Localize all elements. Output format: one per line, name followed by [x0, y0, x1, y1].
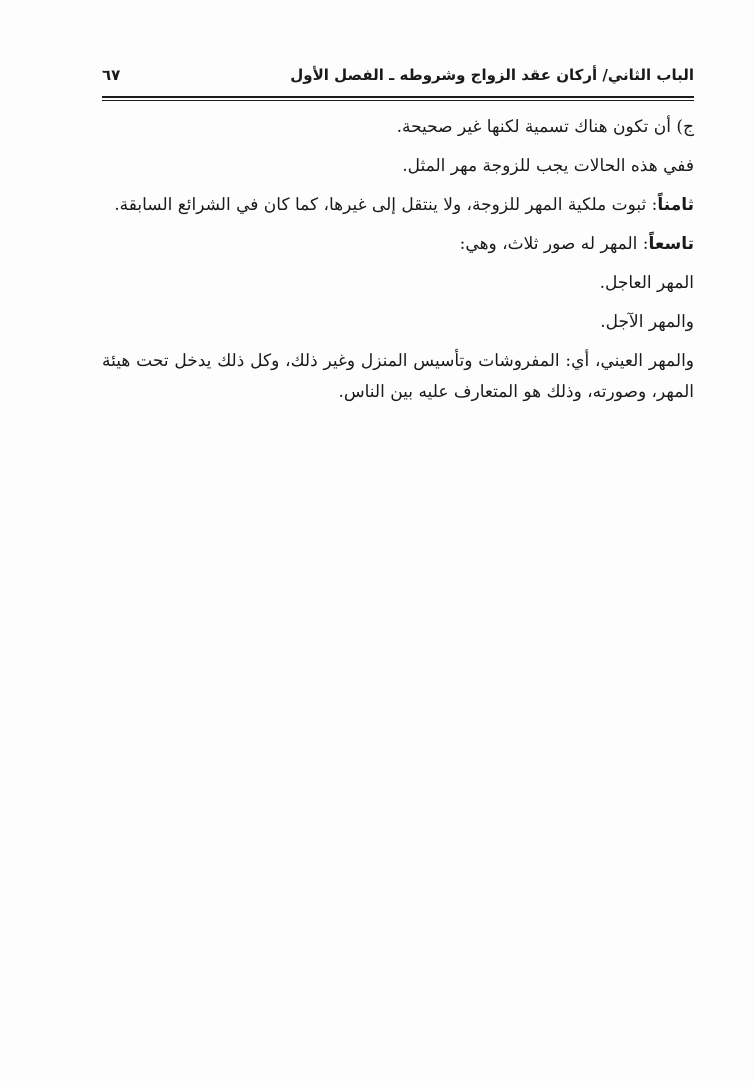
paragraph-lead: تاسعاً — [648, 234, 694, 254]
paragraph-prompt-mahr: المهر العاجل. — [599, 273, 694, 293]
paragraph-eighth — [102, 190, 694, 221]
paragraph-item-c: ج) أن تكون هناك تسمية لكنها غير صحيحة. — [396, 117, 694, 137]
paragraph-mahr-al-mithl: ففي هذه الحالات يجب للزوجة مهر المثل. — [402, 156, 694, 176]
header-rule-thick — [102, 96, 694, 98]
paragraph-ninth — [102, 229, 694, 260]
paragraph-in-kind-mahr: والمهر العيني، أي: المفروشات وتأسيس المنزل وغير ذلك، وكل ذلك يدخل تحت هيئة المهر، وصورته، وذلك هو المتعارف عليه بين الناس. — [102, 351, 694, 402]
paragraph-body: : المهر له صور ثلاث، وهي: — [459, 234, 649, 254]
paragraph-lead: ثامناً — [657, 195, 694, 215]
paragraph-body: : ثبوت ملكية المهر للزوجة، ولا ينتقل إلى غيرها، كما كان في الشرائع السابقة. — [114, 195, 658, 215]
body-text — [102, 112, 694, 408]
header-title: الباب الثاني/ أركان عقد الزواج وشروطه ـ الفصل الأول — [290, 66, 694, 84]
running-header — [102, 60, 694, 94]
header-rule-thin — [102, 100, 694, 101]
page-number: ٦٧ — [102, 66, 121, 84]
paragraph-deferred-mahr: والمهر الآجل. — [600, 312, 694, 332]
